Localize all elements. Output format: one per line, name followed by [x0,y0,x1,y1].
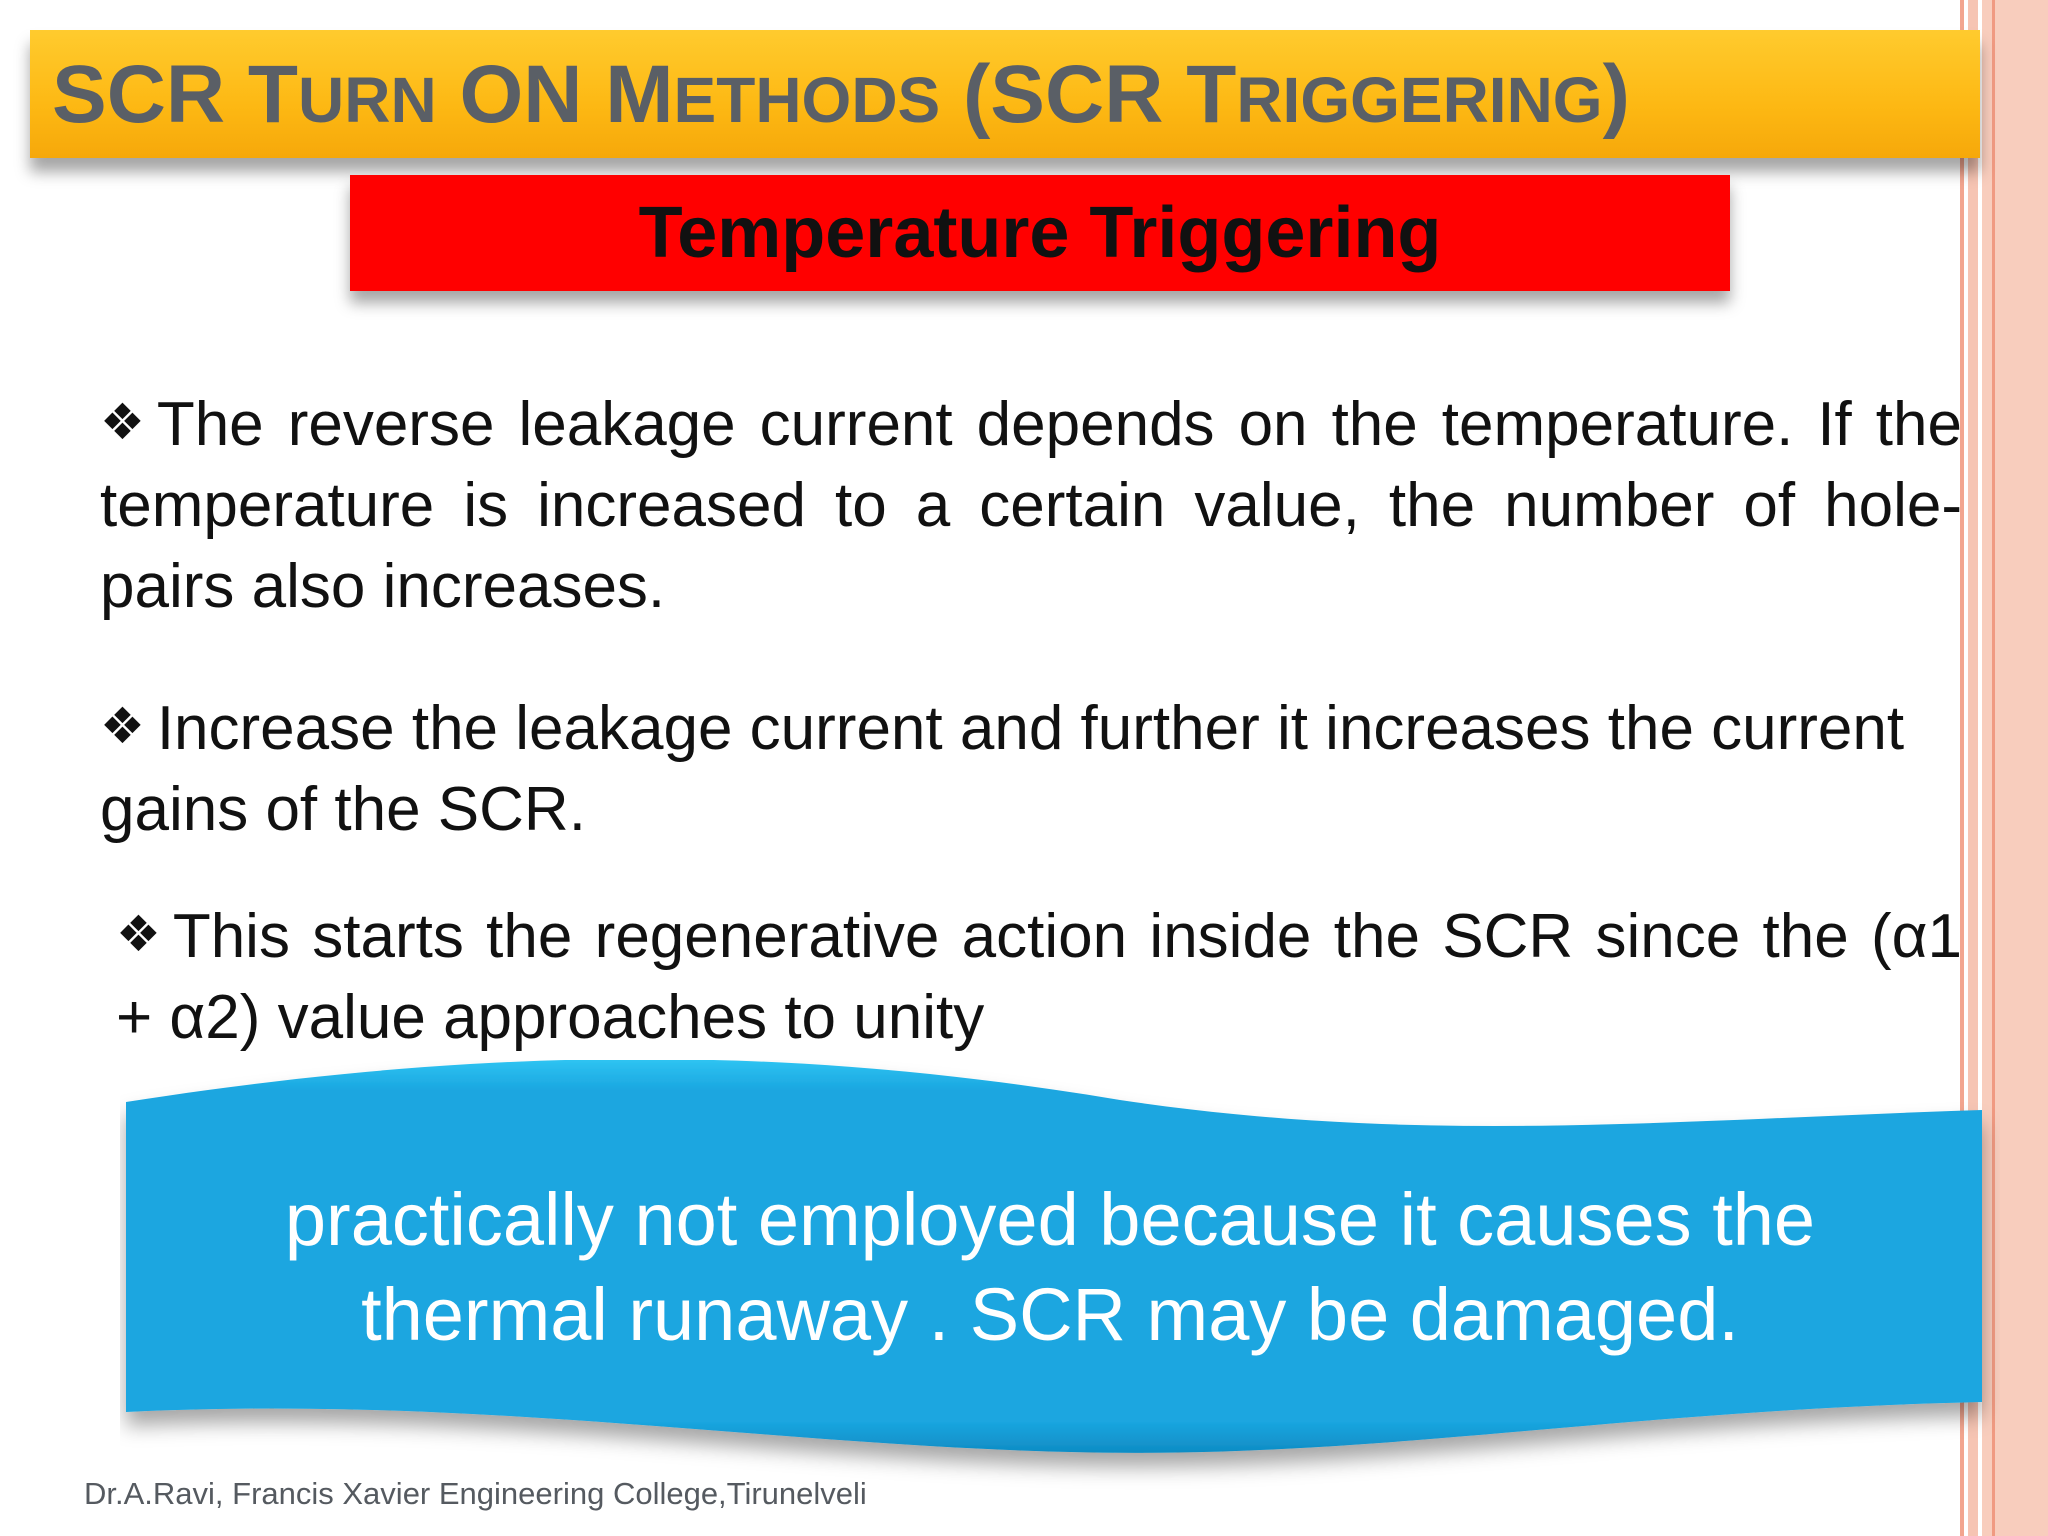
title-part: SCR T [52,49,298,140]
bullet-paragraph [116,894,1962,1058]
title-bar [30,30,1980,158]
slide-subtitle: Temperature Triggering [638,193,1442,273]
subtitle-bar [350,175,1730,291]
title-part: (SCR T [940,49,1237,140]
title-part: URN [298,64,437,136]
footer-credit: Dr.A.Ravi, Francis Xavier Engineering College,Tirunelveli [84,1476,867,1511]
title-part: RIGGERING [1236,64,1603,136]
callout-text [160,1172,1940,1362]
bullet-paragraph [100,686,1962,850]
diamond-bullet-icon: ❖ [116,905,161,963]
title-part: ) [1602,49,1630,140]
title-part: ON M [436,49,674,140]
slide-title [52,49,1630,140]
title-part: ETHODS [673,64,941,136]
paragraph-text: The reverse leakage current depends on the temperature. If the temperature is increased to a certain value, the number of hole-pairs also increases. [100,390,1962,621]
callout-line: practically not employed because it causes the [284,1178,1816,1261]
diamond-bullet-icon: ❖ [100,697,145,755]
paragraph-text: This starts the regenerative action inside the SCR since the (α1 + α2) value approaches to unity [116,902,1962,1052]
callout-line: thermal runaway . SCR may be damaged. [361,1273,1739,1356]
bullet-paragraph [100,382,1962,627]
diamond-bullet-icon: ❖ [100,393,145,451]
paragraph-text: Increase the leakage current and further it increases the current gains of the SCR. [100,694,1905,844]
